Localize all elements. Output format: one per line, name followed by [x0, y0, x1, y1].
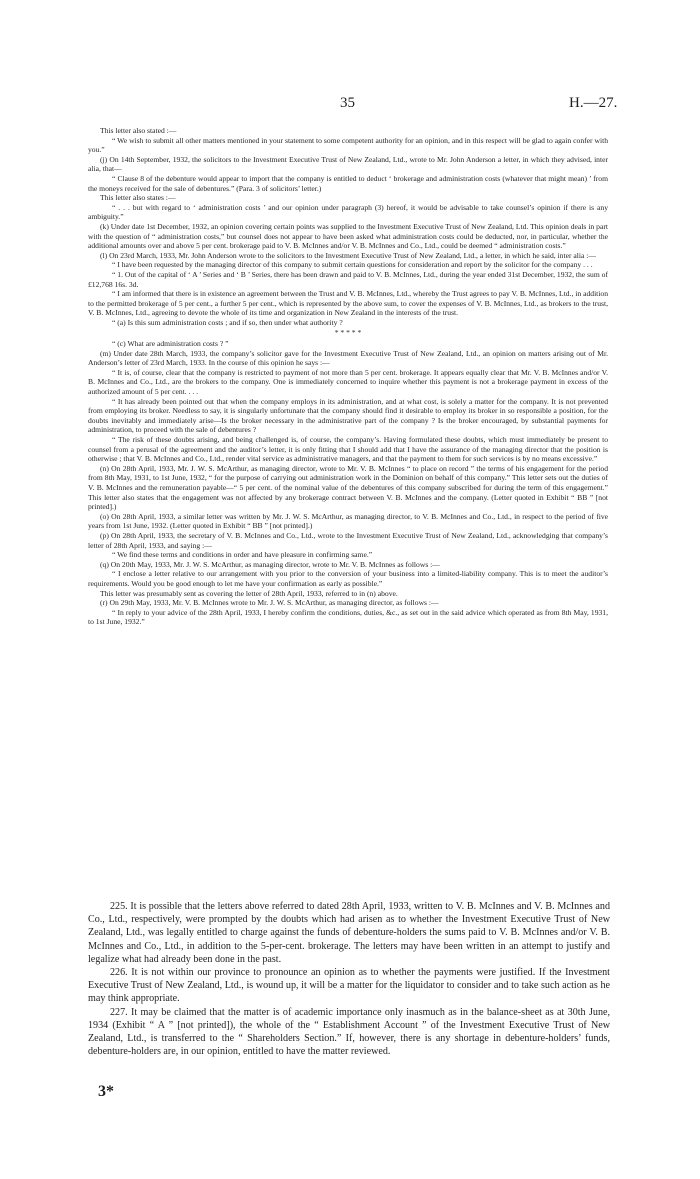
paragraph: (l) On 23rd March, 1933, Mr. John Anderson wrote to the solicitors to the Investment Executive Trust of New Zealand, Ltd., a letter, in which he said, inter alia :—	[100, 250, 596, 260]
paragraph: (j) On 14th September, 1932, the solicitors to the Investment Executive Trust of New Zealand, Ltd., wrote to Mr. John Anderson a letter, in which they advised, inter alia, that—	[88, 154, 608, 174]
paragraph: (m) Under date 28th March, 1933, the company’s solicitor gave for the Investment Executive Trust of New Zealand, Ltd., an opinion on matters arising out of Mr. Anderson’s letter of 23rd March, 1933. In the course of this opinion he says :—	[88, 348, 608, 368]
quoted-paragraph: “ We wish to submit all other matters mentioned in your statement to some competent authority for an opinion, and in this respect will be glad to again confer with you.”	[88, 135, 608, 155]
page-number: 35	[340, 95, 355, 111]
quoted-paragraph: “ (a) Is this sum administration costs ; and if so, then under what authority ?	[112, 317, 343, 327]
quoted-paragraph: “ I have been requested by the managing director of this company to submit certain questions for consideration and report by the solicitor for the company . . .	[112, 260, 593, 270]
document-reference: H.—27.	[569, 95, 618, 111]
numbered-paragraph: 227. It may be claimed that the matter is of academic importance only inasmuch as in the balance-sheet as at 30th June, 1934 (Exhibit “ A ” [not printed]), the whole of the “ Establishment Account ” of the Investment Executive Trust of New Zealand, Ltd., is transferred to the “ Shareholders Section.” If, however, there is any shortage in debenture-holders’ funds, debenture-holders are, in our opinion, entitled to have the matter reviewed.	[88, 1006, 610, 1058]
report-paragraphs	[88, 900, 610, 1058]
section-break-stars: * * * * *	[334, 328, 362, 338]
quoted-paragraph: “ Clause 8 of the debenture would appear to import that the company is entitled to deduct ‘ brokerage and administration costs (whatever that might mean) ’ from the moneys received for the sale of debentures.” (Para. 3 of solicitors’ letter.)	[88, 173, 608, 193]
quoted-paragraph: “ It is, of course, clear that the company is restricted to payment of not more than 5 per cent. brokerage. It appears equally clear that Mr. V. B. McInnes and/or V. B. McInnes and Co., Ltd., are the brokers to the company. One is immediately concerned to inquire whether this payment is not a brokerage payment in excess of the authorized amount of 5 per cent. . . .	[88, 367, 608, 397]
paragraph: This letter also stated :—	[100, 126, 177, 135]
paragraph: (n) On 28th April, 1933, Mr. J. W. S. McArthur, as managing director, wrote to Mr. V. B. McInnes “ to place on record ” the terms of his engagement for the period from 8th May, 1931, to 1st June, 1932, “ for the purpose of carrying out administration work in the Dominion on behalf of this company.” This letter sets out the duties of V. B. McInnes and the remuneration payable—“ 5 per cent. of the nominal value of the debentures of this company subscribed for during the term of this engagement.” This letter also states that the engagement was not affected by any brokerage contract between V. B. McInnes and the company. (Letter quoted in Exhibit “ BB ” [not printed].)	[88, 463, 608, 512]
numbered-paragraph: 225. It is possible that the letters above referred to dated 28th April, 1933, written to V. B. McInnes and V. B. McInnes and Co., Ltd., respectively, were prompted by the doubts which had arisen as to whether the Investment Executive Trust of New Zealand, Ltd., was legally entitled to charge against the funds of debenture-holders the sums paid to V. B. McInnes and/or V. B. McInnes and Co., Ltd., in addition to the 5-per-cent. brokerage. The letters may have been written in an attempt to justify and legalize what had already been done in the past.	[88, 901, 610, 965]
quoted-paragraph: “ (c) What are administration costs ? ”	[112, 339, 229, 349]
quoted-paragraph: “ . . . but with regard to ‘ administration costs ’ and our opinion under paragraph (3) hereof, it would be advisable to take counsel’s opinion if there is any ambiguity.”	[88, 202, 608, 222]
numbered-paragraph: 226. It is not within our province to pronounce an opinion as to whether the payments were justified. If the Investment Executive Trust of New Zealand, Ltd., is wound up, it will be a matter for the liquidator to consider and to take such action as he may think appropriate.	[88, 967, 610, 1005]
quoted-paragraph: “ I am informed that there is in existence an agreement between the Trust and V. B. McInnes, Ltd., whereby the Trust agrees to pay V. B. McInnes, Ltd., in addition to the permitted brokerage of 5 per cent., a further 5 per cent., which is represented by the above sum, to cover the expenses of V. B. McInnes, Ltd., as brokers to the trust, V. B. McInnes, Ltd., agreeing to devote the whole of its time and organization in New Zealand in the interests of the trust.	[88, 289, 608, 318]
paragraph: (o) On 28th April, 1933, a similar letter was written by Mr. J. W. S. McArthur, as managing director, to V. B. McInnes and Co., Ltd., in respect to the period of five years from 1st June, 1932. (Letter quoted in Exhibit “ BB ” [not printed].)	[88, 511, 608, 531]
paragraph: This letter was presumably sent as covering the letter of 28th April, 1933, referred to in (n) above.	[100, 588, 398, 598]
quoted-paragraph: “ We find these terms and conditions in order and have pleasure in confirming same.”	[112, 550, 373, 560]
quoted-paragraph: “ In reply to your advice of the 28th April, 1933, I hereby confirm the conditions, duties, &c., as set out in the said advice which operated as from 8th May, 1931, to 1st June, 1932.”	[88, 607, 608, 627]
paragraph: (k) Under date 1st December, 1932, an opinion covering certain points was supplied to the Investment Executive Trust of New Zealand, Ltd. This opinion deals in part with the question of “ administration costs,” but counsel does not appear to have been asked what administration costs could be deducted, nor, in particular, whether the additional amounts over and above 5 per cent. brokerage paid to V. B. McInnes and/or V. B. McInnes and Co., Ltd., could be deemed “ administration costs.”	[88, 221, 608, 251]
paragraph: (p) On 28th April, 1933, the secretary of V. B. McInnes and Co., Ltd., wrote to the Investment Executive Trust of New Zealand, Ltd., acknowledging that company’s letter of 28th April, 1933, and saying :—	[88, 530, 608, 550]
paragraph: (r) On 29th May, 1933, Mr. V. B. McInnes wrote to Mr. J. W. S. McArthur, as managing director, as follows :—	[100, 598, 439, 608]
signature-mark: 3*	[98, 1083, 114, 1100]
quoted-paragraph: “ I enclose a letter relative to our arrangement with you prior to the conversion of your business into a limited-liability company. This is to meet the auditor’s requirements. Would you be good enough to let me have your confirmation as early as possible.”	[88, 569, 608, 588]
quoted-paragraph: “ It has already been pointed out that when the company employs in its administration, and at what cost, is solely a matter for the company. It is not prevented from employing its broker. Needless to say, it is singularly unfortunate that the company should find it desirable to employ its broker in so responsible a position, for the doubts inevitably and immediately arise—Is the broker necessary in the administrative part of the company ? Is the broker encouraged, by substantial payments for administration, to proceed with the sale of debentures ?	[88, 396, 608, 435]
quoted-paragraph: “ The risk of these doubts arising, and being challenged is, of course, the company’s. Having formulated these doubts, which must immediately be present to counsel from a perusal of the agreement and the auditor’s letter, it is only fitting that I should add that I have the assurance of the managing director that the position is otherwise ; that V. B. McInnes and Co., Ltd., render vital service as administrative managers, and that the payment to them for such services is by no means excessive.”	[88, 435, 608, 464]
quoted-correspondence	[88, 126, 608, 627]
quoted-paragraph: “ 1. Out of the capital of ‘ A ’ Series and ‘ B ’ Series, there has been drawn and paid to V. B. McInnes, Ltd., during the year ended 31st December, 1932, the sum of £12,768 16s. 3d.	[88, 269, 608, 289]
paragraph: This letter also states :—	[100, 193, 176, 203]
paragraph: (q) On 20th May, 1933, Mr. J. W. S. McArthur, as managing director, wrote to Mr. V. B. McInnes as follows :—	[100, 559, 440, 569]
